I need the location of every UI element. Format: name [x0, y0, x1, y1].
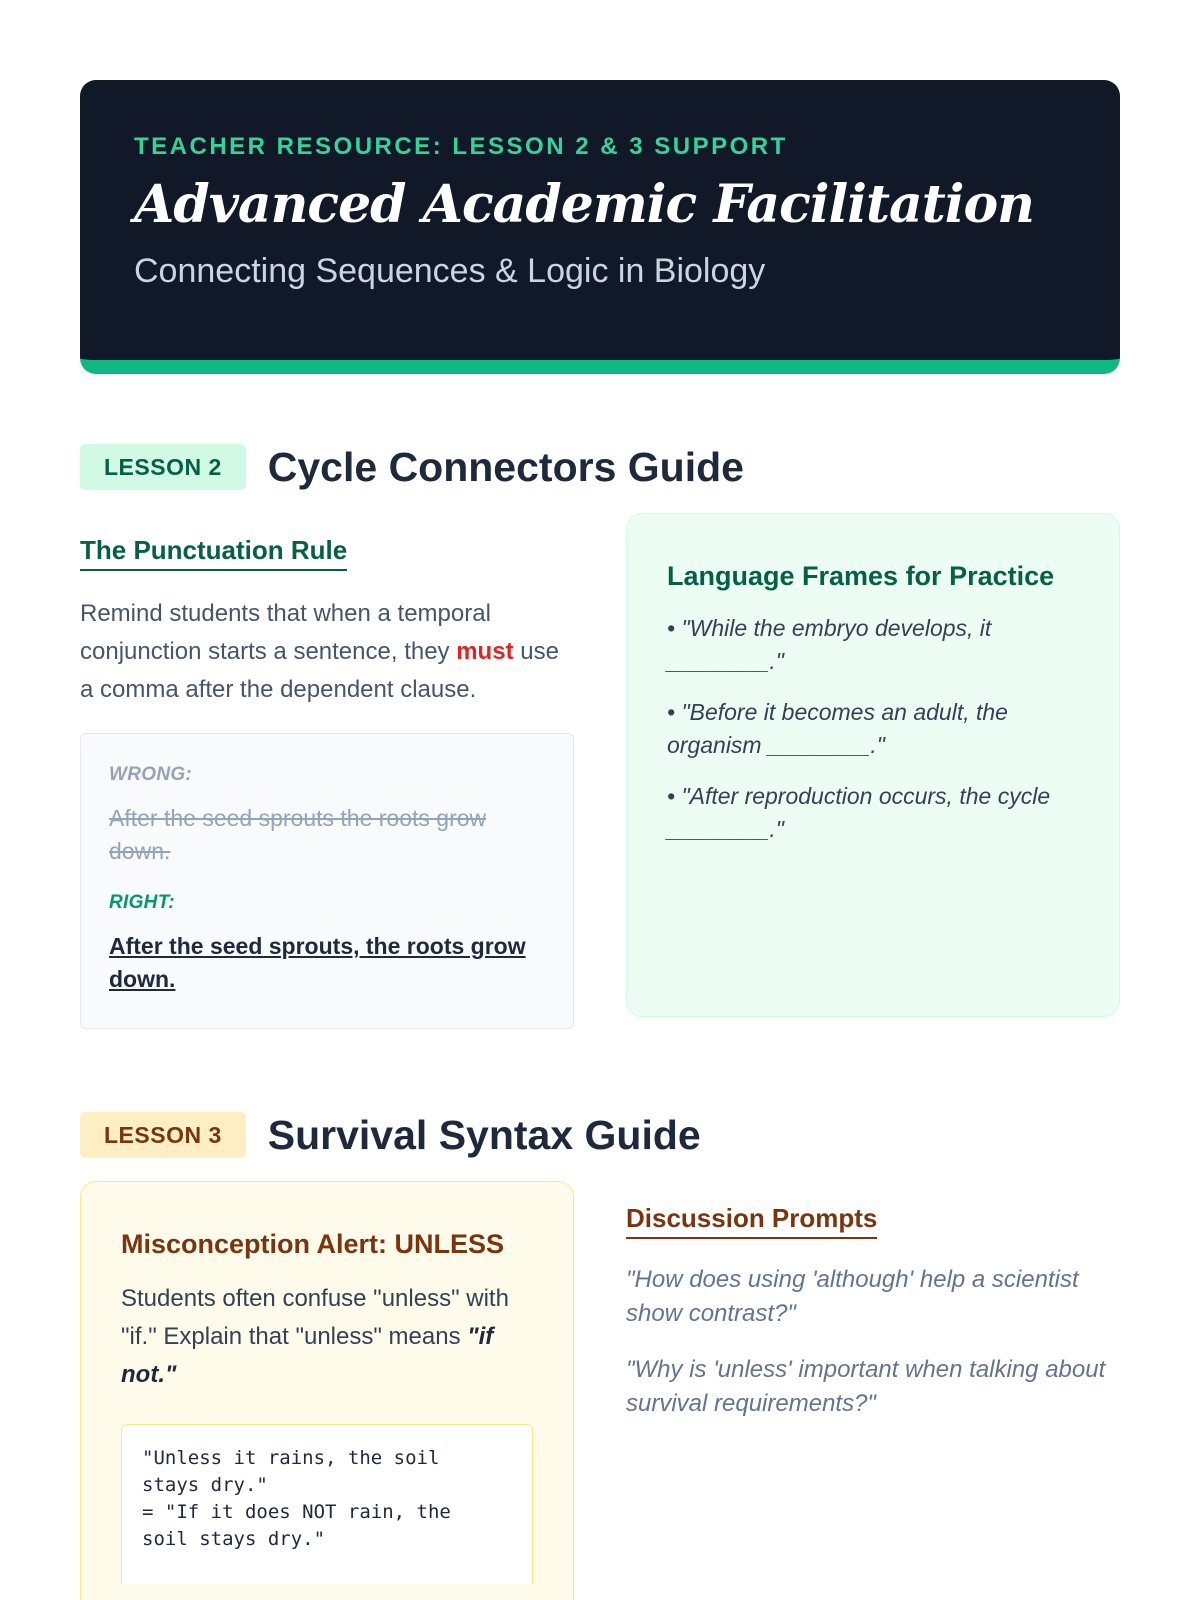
language-frames-column [626, 533, 1120, 1029]
lesson3-header [80, 1111, 1120, 1159]
language-frames-card [626, 513, 1120, 1017]
right-example: After the seed sprouts, the roots grow down. [109, 933, 526, 992]
lesson2-columns [80, 533, 1120, 1029]
lesson3-title: Survival Syntax Guide [267, 1111, 701, 1158]
discussion-prompts-heading: Discussion Prompts [626, 1201, 877, 1239]
discussion-prompt: "Why is 'unless' important when talking about survival requirements?" [626, 1356, 1106, 1417]
wrong-label: WRONG: [109, 764, 193, 785]
misconception-alert-title: Misconception Alert: UNLESS [121, 1229, 505, 1259]
page-subtitle: Connecting Sequences & Logic in Biology [134, 252, 766, 290]
alert-text-before: Students often confuse "unless" with "if." Explain that "unless" means [121, 1285, 509, 1350]
misconception-column [80, 1201, 574, 1600]
rule-emphasis-must: must [456, 638, 514, 665]
punctuation-rule-column [80, 533, 574, 1029]
right-label: RIGHT: [109, 892, 175, 913]
header-banner [80, 80, 1120, 374]
rule-text-before: Remind students that when a temporal conjunction starts a sentence, they [80, 600, 491, 665]
frame-item: • "Before it becomes an adult, the organism ________." [667, 699, 1008, 758]
punctuation-rule-heading: The Punctuation Rule [80, 533, 347, 571]
punctuation-rule-text [80, 595, 574, 709]
discussion-prompt: "How does using 'although' help a scientist show contrast?" [626, 1266, 1079, 1327]
unless-example-code: "Unless it rains, the soil stays dry." = "If it does NOT rain, the soil stays dry." [121, 1424, 533, 1584]
frame-item: • "While the embryo develops, it ________." [667, 615, 992, 674]
comma-example-box [80, 733, 574, 1029]
alert-emphasis: "if not." [121, 1323, 494, 1388]
lesson2-badge: LESSON 2 [80, 444, 246, 490]
discussion-column [626, 1201, 1120, 1600]
rule-text-after: use a comma after the dependent clause. [80, 638, 559, 703]
frame-item: • "After reproduction occurs, the cycle ________." [667, 783, 1051, 842]
lesson3-columns [80, 1201, 1120, 1600]
lesson2-header [80, 443, 1120, 491]
misconception-alert-text [121, 1280, 533, 1394]
header-kicker: TEACHER RESOURCE: LESSON 2 & 3 SUPPORT [134, 133, 788, 160]
language-frames-title: Language Frames for Practice [667, 561, 1055, 591]
lesson2-title: Cycle Connectors Guide [267, 443, 744, 490]
misconception-alert-card [80, 1181, 574, 1600]
page-title: Advanced Academic Facilitation [134, 174, 1034, 235]
lesson3-badge: LESSON 3 [80, 1112, 246, 1158]
wrong-example: After the seed sprouts the roots grow down. [109, 805, 487, 864]
